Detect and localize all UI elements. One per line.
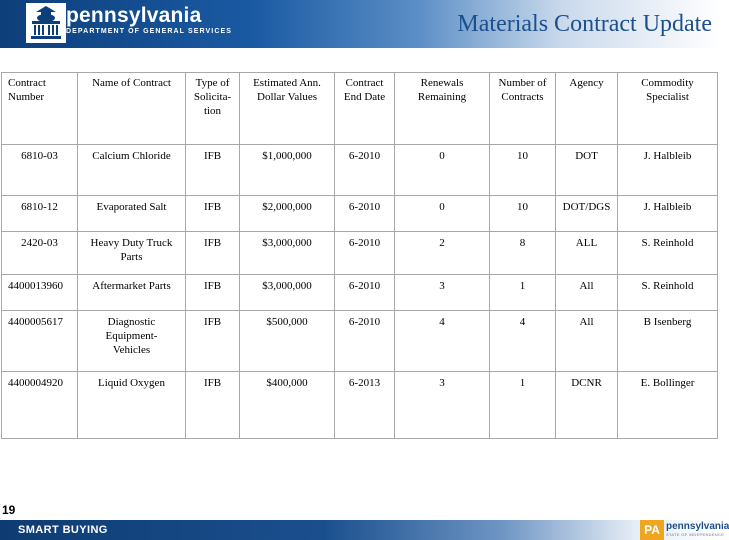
table-cell: DOT (556, 145, 618, 196)
column-header: Number of Contracts (490, 73, 556, 145)
table-cell: 0 (395, 196, 490, 232)
pa-footer-logo (666, 522, 729, 537)
column-header: Estimated Ann. Dollar Values (240, 73, 335, 145)
table-cell: 0 (395, 145, 490, 196)
table-cell: 10 (490, 145, 556, 196)
table-cell: $400,000 (240, 372, 335, 439)
table-cell: 8 (490, 232, 556, 275)
brand-wordmark (66, 5, 232, 35)
table-cell: Evaporated Salt (78, 196, 186, 232)
table-cell: 1 (490, 275, 556, 311)
column-header: Name of Contract (78, 73, 186, 145)
table-cell: IFB (186, 372, 240, 439)
table-row (2, 372, 718, 439)
table-cell: 2 (395, 232, 490, 275)
table-cell: IFB (186, 145, 240, 196)
table-cell: $2,000,000 (240, 196, 335, 232)
table-cell: ALL (556, 232, 618, 275)
table-cell: 4400013960 (2, 275, 78, 311)
table-cell: S. Reinhold (618, 232, 718, 275)
table-cell: $3,000,000 (240, 232, 335, 275)
table-cell: J. Halbleib (618, 145, 718, 196)
table-cell: 6-2013 (335, 372, 395, 439)
table-cell: 6-2010 (335, 196, 395, 232)
table-cell: $1,000,000 (240, 145, 335, 196)
smart-buying-label: SMART BUYING (18, 524, 108, 536)
table-cell: J. Halbleib (618, 196, 718, 232)
column-header: Contract End Date (335, 73, 395, 145)
table-row (2, 196, 718, 232)
table-cell: 3 (395, 372, 490, 439)
table-cell: 6-2010 (335, 311, 395, 372)
table-cell: All (556, 275, 618, 311)
table-cell: E. Bollinger (618, 372, 718, 439)
pa-footer-tagline: STATE OF INDEPENDENCE (666, 532, 725, 537)
table-cell: DOT/DGS (556, 196, 618, 232)
pa-logo-badge: PA (640, 520, 664, 540)
table-cell: IFB (186, 232, 240, 275)
table-cell: S. Reinhold (618, 275, 718, 311)
pa-footer-name: pennsylvania (666, 521, 729, 532)
table-cell: 3 (395, 275, 490, 311)
table-cell: 6-2010 (335, 145, 395, 196)
column-header: Contract Number (2, 73, 78, 145)
table-cell: 2420-03 (2, 232, 78, 275)
table-row (2, 145, 718, 196)
table-cell: 4 (395, 311, 490, 372)
table-cell: 4400004920 (2, 372, 78, 439)
column-header: Renewals Remaining (395, 73, 490, 145)
table-cell: Heavy Duty Truck Parts (78, 232, 186, 275)
brand-department: DEPARTMENT OF GENERAL SERVICES (66, 28, 233, 35)
page-title: Materials Contract Update (457, 11, 712, 37)
table-cell: IFB (186, 196, 240, 232)
table-cell: 6-2010 (335, 232, 395, 275)
table-cell: 6810-12 (2, 196, 78, 232)
table-cell: B Isenberg (618, 311, 718, 372)
table-cell: $500,000 (240, 311, 335, 372)
table-cell: Diagnostic Equipment-Vehicles (78, 311, 186, 372)
table-header-row (2, 73, 718, 145)
table-cell: Liquid Oxygen (78, 372, 186, 439)
table-cell: Aftermarket Parts (78, 275, 186, 311)
table-cell: Calcium Chloride (78, 145, 186, 196)
table-row (2, 275, 718, 311)
table-cell: 4400005617 (2, 311, 78, 372)
column-header: Agency (556, 73, 618, 145)
table-cell: 6810-03 (2, 145, 78, 196)
column-header: Commodity Specialist (618, 73, 718, 145)
table-cell: 10 (490, 196, 556, 232)
page-number: 19 (2, 503, 16, 517)
table-row (2, 232, 718, 275)
table-cell: 6-2010 (335, 275, 395, 311)
table-cell: IFB (186, 311, 240, 372)
table-cell: All (556, 311, 618, 372)
brand-name: pennsylvania (66, 4, 202, 27)
capitol-logo-icon (26, 3, 66, 43)
footer-bar (0, 520, 720, 540)
header-bar (0, 0, 720, 48)
table-cell: IFB (186, 275, 240, 311)
column-header: Type of Solicita-tion (186, 73, 240, 145)
table-row (2, 311, 718, 372)
table-cell: 1 (490, 372, 556, 439)
table-cell: $3,000,000 (240, 275, 335, 311)
table-cell: DCNR (556, 372, 618, 439)
contracts-table (1, 72, 718, 439)
table-cell: 4 (490, 311, 556, 372)
